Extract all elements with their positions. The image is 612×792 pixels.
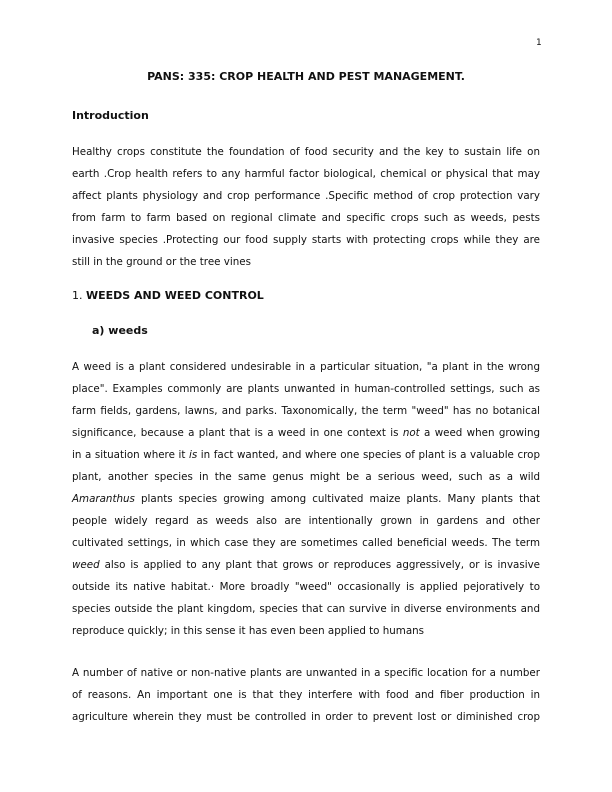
section-1-heading [72,289,264,302]
italic-text: is [188,449,198,461]
paragraph-line: from farm to farm based on regional climate and specific crops such as weeds, pests [72,212,540,224]
paragraph-line: Healthy crops constitute the foundation of food security and the key to sustain life on [72,146,540,158]
paragraph-line: A weed is a plant considered undesirable in a particular situation, "a plant in the wrong [72,361,540,373]
paragraph-line: farm fields, gardens, lawns, and parks. Taxonomically, the term "weed" has no botanical [72,405,540,417]
paragraph-line: invasive species .Protecting our food supply starts with protecting crops while they are [72,234,540,246]
paragraph-line: earth .Crop health refers to any harmful factor biological, chemical or physical that may [72,168,540,180]
section-title: WEEDS AND WEED CONTROL [86,289,264,302]
document-title: PANS: 335: CROP HEALTH AND PEST MANAGEMENT. [147,70,465,83]
paragraph-line: A number of native or non-native plants are unwanted in a specific location for a number [72,667,540,679]
text-run: in a situation where it [72,449,189,461]
text-run: significance, because a plant that is a weed in one context is [72,427,403,439]
page-number: 1 [536,38,542,48]
paragraph-line: place". Examples commonly are plants unwanted in human-controlled settings, such as [72,383,540,395]
italic-text: weed [72,559,100,571]
subsection-a-heading: a) weeds [92,324,148,337]
paragraph-line: affect plants physiology and crop performance .Specific method of crop protection vary [72,190,540,202]
paragraph-line: people widely regard as weeds also are intentionally grown in gardens and other [72,515,540,527]
paragraph-line: outside its native habitat.· More broadly "weed" occasionally is applied pejoratively to [72,581,540,593]
introduction-paragraph [72,141,540,273]
paragraph-line: of reasons. An important one is that they interfere with food and fiber production in [72,689,540,701]
paragraph-line: reproduce quickly; in this sense it has even been applied to humans [72,625,425,637]
paragraph-line: plant, another species in the same genus might be a serious weed, such as a wild [72,471,540,483]
text-run: plants species growing among cultivated maize plants. Many plants that [134,493,540,505]
text-run: a weed when growing [419,427,541,439]
paragraph-line: cultivated settings, in which case they are sometimes called beneficial weeds. The term [72,537,540,549]
introduction-heading: Introduction [72,109,149,122]
weeds-paragraph [72,356,540,642]
paragraph-line [72,488,540,510]
paragraph-line [72,554,540,576]
paragraph-line: species outside the plant kingdom, species that can survive in diverse environments and [72,603,540,615]
paragraph-line: still in the ground or the tree vines [72,256,251,268]
paragraph-line [72,422,540,444]
paragraph-line: agriculture wherein they must be controlled in order to prevent lost or diminished crop [72,711,540,723]
italic-text: Amaranthus [72,493,135,505]
italic-text: not [402,427,420,439]
text-run: in fact wanted, and where one species of plant is a valuable crop [197,449,540,461]
section-number: 1. [72,289,86,302]
paragraph-line [72,444,540,466]
weeds-paragraph-2 [72,662,540,728]
text-run: also is applied to any plant that grows or reproduces aggressively, or is invasive [99,559,540,571]
